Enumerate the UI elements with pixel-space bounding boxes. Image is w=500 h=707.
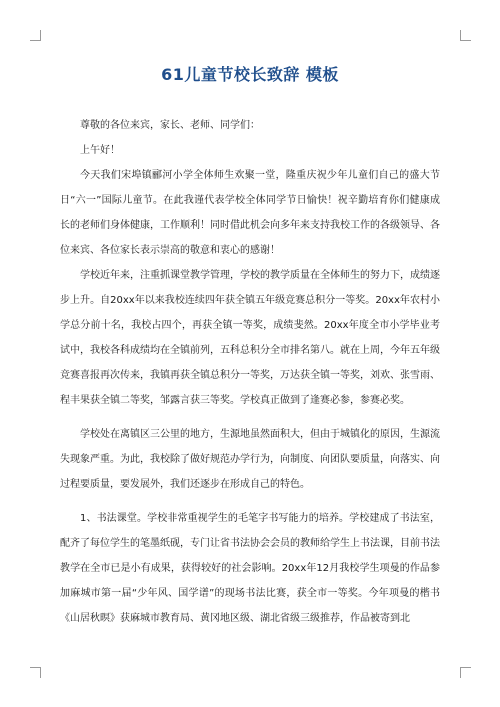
document-title: 61儿童节校长致辞 模板 xyxy=(161,65,339,84)
document-page xyxy=(60,62,440,631)
paragraph-spacer xyxy=(60,497,440,506)
salutation: 尊敬的各位来宾，家长、老师、同学们： xyxy=(80,120,260,131)
greeting: 上午好！ xyxy=(80,145,120,156)
page-corner-mark-bottom-left xyxy=(30,667,41,678)
paragraph-calligraphy: 1、书法课堂。学校非常重视学生的毛笔字书写能力的培养。学校建成了书法室，配齐了每位学生的笔墨纸砚，专门让省书法协会会员的教师给学生上书法课，目前书法教学在全市已是小有成果，获得较好的社会影响。20xx年12月我校学生项曼的作品参加麻城市第一届“少年风、国学谱”的现场书法比赛，获全市一等奖。今年项曼的楷书《山居秋暝》获麻城市教育局、黄冈地区级、湖北省级三级推荐，作品被寄到北 xyxy=(60,513,440,624)
paragraph-opening: 今天我们宋埠镇郦河小学全体师生欢聚一堂，隆重庆祝少年儿童们自己的盛大节日“六一”国际儿童节。在此我谨代表学校全体同学节日愉快！祝辛勤培育你们健康成长的老师们身体健康，工作顺利！同时借此机会向多年来支持我校工作的各级领导、各位来宾、各位家长表示崇高的敬意和衷心的感谢！ xyxy=(60,170,440,256)
page-corner-mark-top-left xyxy=(30,30,41,41)
paragraph-spacer xyxy=(60,413,440,422)
page-corner-mark-bottom-right xyxy=(460,667,471,678)
paragraph-school-features: 学校处在离镇区三公里的地方，生源地虽然面积大，但由于城镇化的原因，生源流失现象严重。为此，我校除了做好规范办学行为，向制度、向团队要质量，向落实、向过程要质量，要发展外，我们还逐步在形成自己的特色。 xyxy=(60,429,440,490)
page-corner-mark-top-right xyxy=(460,30,471,41)
paragraph-achievements: 学校近年来，注重抓课堂教学管理，学校的教学质量在全体师生的努力下，成绩逐步上升。自20xx年以来我校连续四年获全镇五年级竞赛总积分一等奖。20xx年农村小学总分前十名，我校占四个，再获全镇一等奖，成绩斐然。20xx年度全市小学毕业考试中，我校各科成绩均在全镇前列，五科总积分全市排名第八。就在上周，今年五年级竞赛喜报再次传来，我镇再获全镇总积分一等奖，万达获全镇一等奖，刘欢、张雪雨、程丰果获全镇二等奖，邹露言获三等奖。学校真正做到了逢赛必参，参赛必奖。 xyxy=(60,270,440,406)
